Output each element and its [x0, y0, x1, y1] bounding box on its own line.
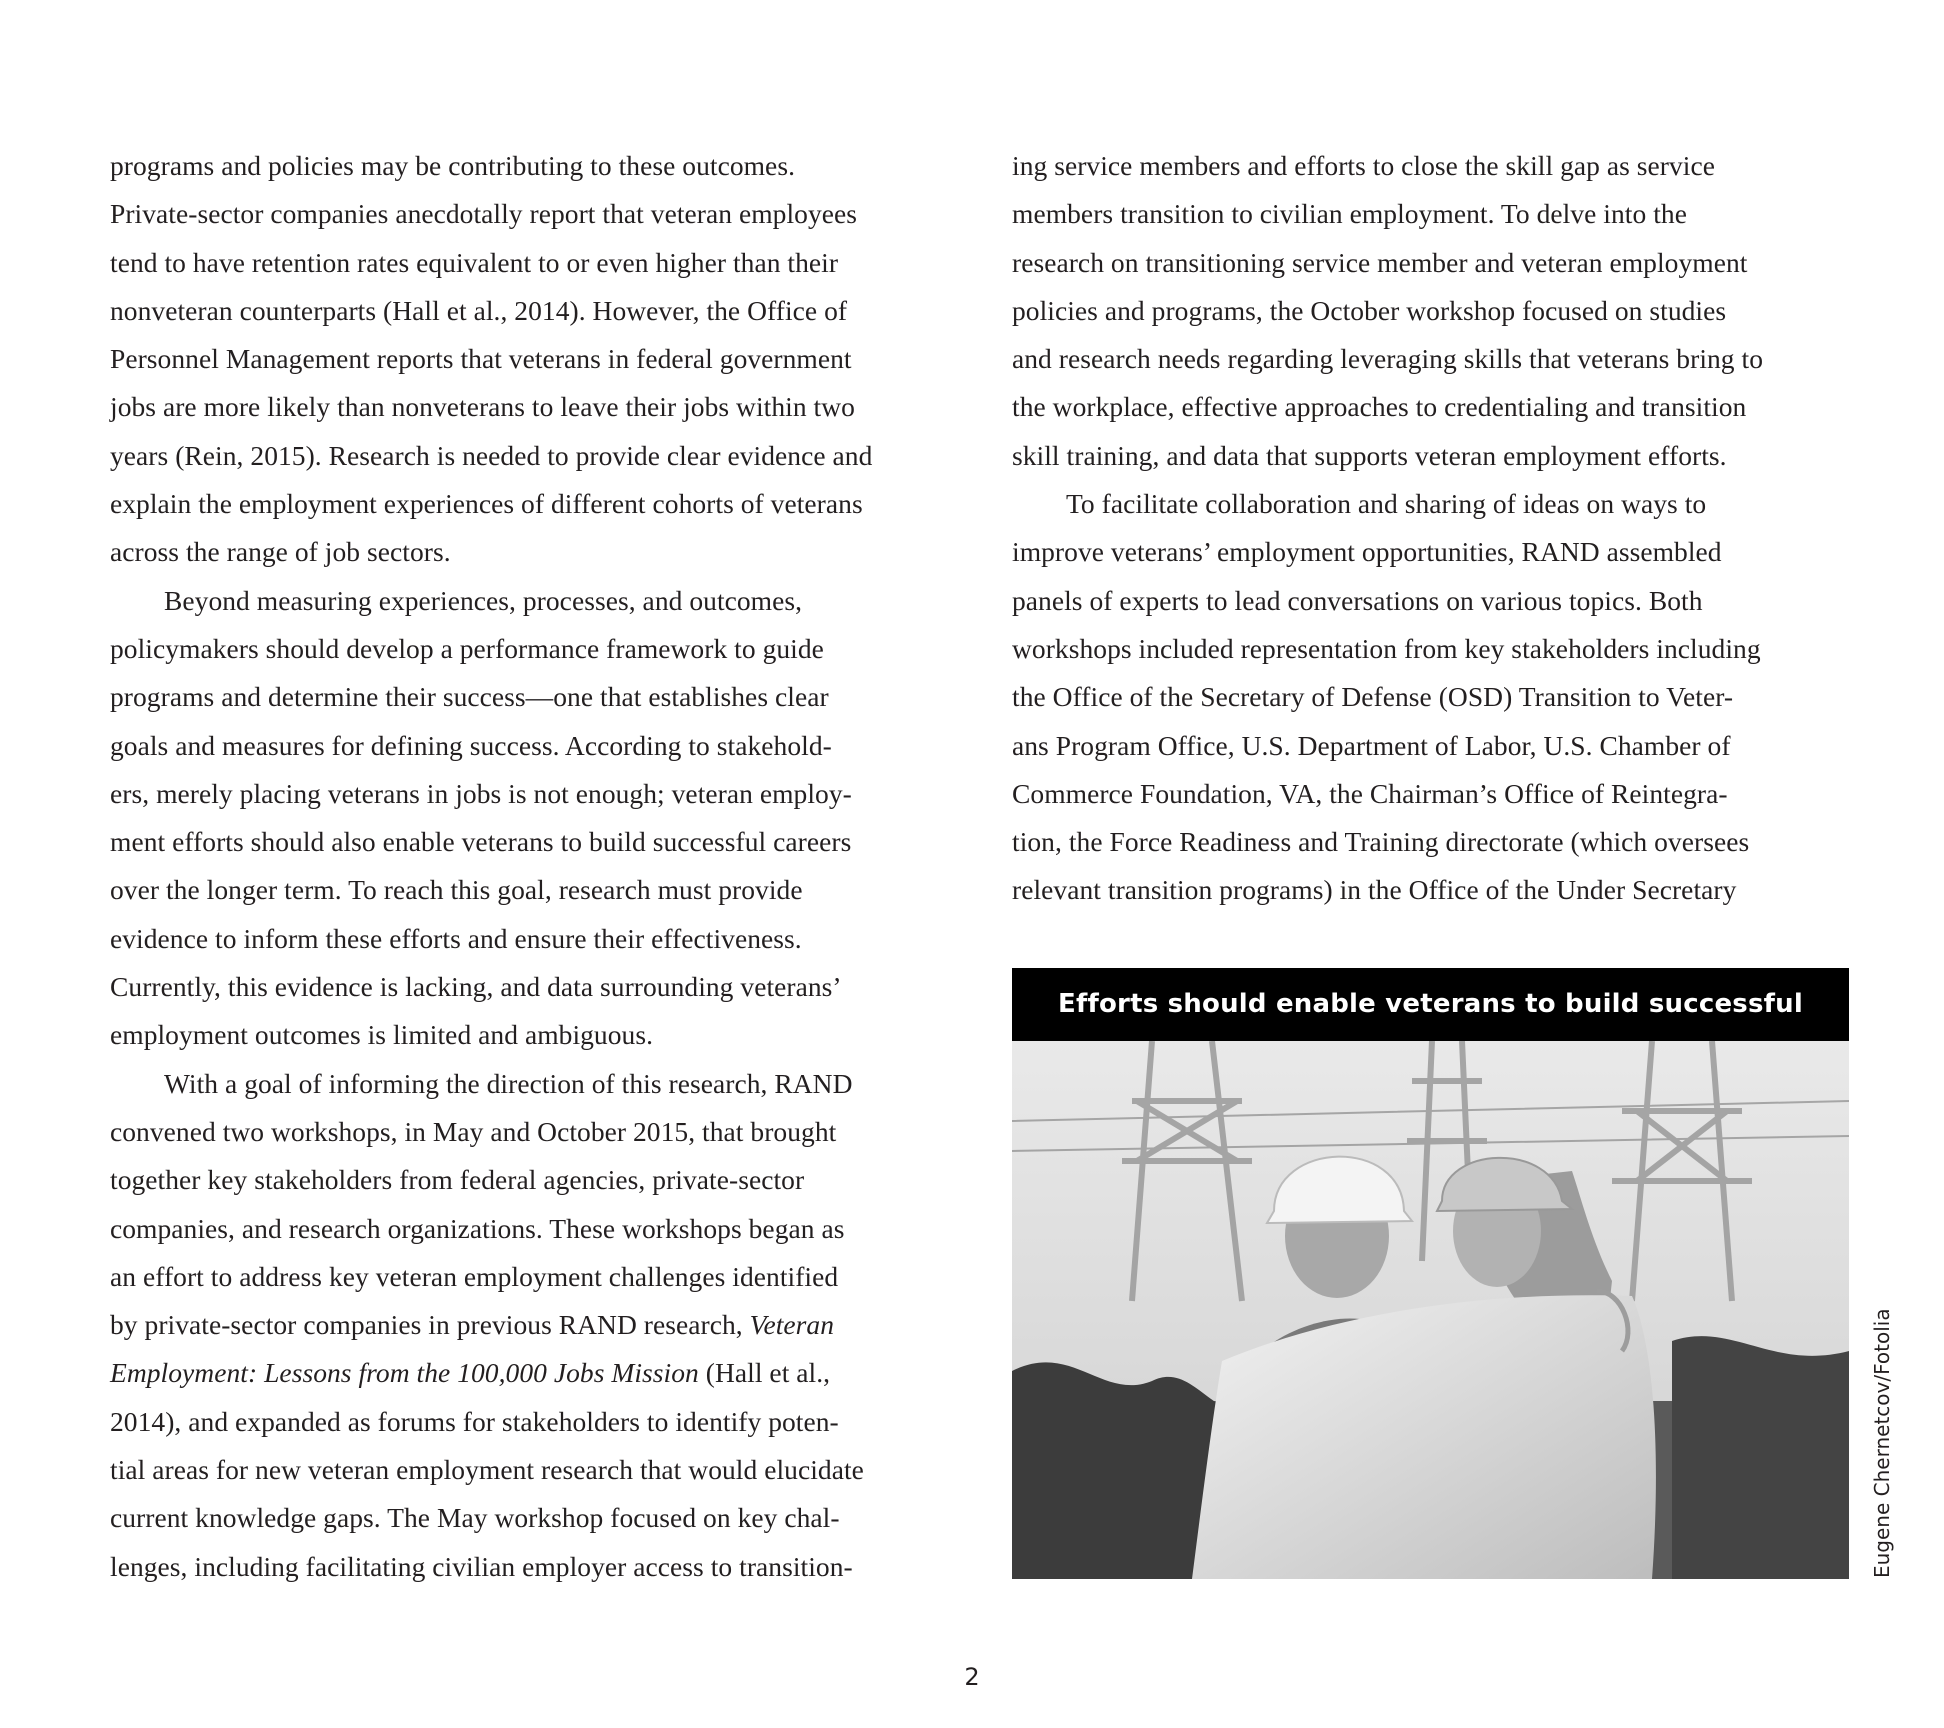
text-line: 2014), and expanded as forums for stakeholders to identify poten-: [110, 1405, 839, 1437]
text-line: the Office of the Secretary of Defense (OSD) Transition to Veter-: [1012, 681, 1734, 713]
paragraph-start-line: Beyond measuring experiences, processes, and outcomes,: [164, 584, 803, 616]
text-line: Currently, this evidence is lacking, and data surrounding veterans’: [110, 971, 842, 1003]
text-line: evidence to inform these efforts and ensure their effectiveness.: [110, 922, 802, 954]
text-line: Personnel Management reports that veterans in federal government: [110, 343, 852, 375]
text-line: relevant transition programs) in the Office of the Under Secretary: [1012, 874, 1737, 906]
text-line: panels of experts to lead conversations on various topics. Both: [1012, 584, 1703, 616]
text-line: over the longer term. To reach this goal, research must provide: [110, 874, 803, 906]
text-segment: (Hall et al.,: [698, 1357, 831, 1389]
text-line: Private-sector companies anecdotally report that veteran employees: [110, 198, 858, 230]
text-line: convened two workshops, in May and October 2015, that brought: [110, 1115, 837, 1147]
text-line: Commerce Foundation, VA, the Chairman’s Office of Reintegra-: [1012, 777, 1728, 809]
text-line: explain the employment experiences of different cohorts of veterans: [110, 488, 863, 520]
text-line: tion, the Force Readiness and Training directorate (which oversees: [1012, 826, 1750, 858]
text-line: ers, merely placing veterans in jobs is not enough; veteran employ-: [110, 777, 852, 809]
photo-callout: [1012, 968, 1849, 1579]
text-line: policies and programs, the October workshop focused on studies: [1012, 294, 1727, 326]
workers-photo: [1012, 1041, 1849, 1579]
text-line: lenges, including facilitating civilian employer access to transition-: [110, 1550, 853, 1582]
text-line: an effort to address key veteran employment challenges identified: [110, 1260, 839, 1292]
text-line: the workplace, effective approaches to credentialing and transition: [1012, 391, 1747, 423]
text-line: and research needs regarding leveraging skills that veterans bring to: [1012, 343, 1764, 375]
text-line: tend to have retention rates equivalent to or even higher than their: [110, 246, 839, 278]
text-line: years (Rein, 2015). Research is needed to provide clear evidence and: [110, 439, 873, 471]
text-line: together key stakeholders from federal agencies, private-sector: [110, 1164, 805, 1196]
text-line-with-citation: [110, 1349, 952, 1397]
text-line: current knowledge gaps. The May workshop focused on key chal-: [110, 1502, 840, 1534]
photo-credit: Eugene Chernetcov/Fotolia: [1870, 1308, 1894, 1578]
paragraph-start-line: To facilitate collaboration and sharing of ideas on ways to: [1066, 488, 1707, 520]
text-line: across the range of job sectors.: [110, 536, 451, 568]
text-line: programs and policies may be contributing to these outcomes.: [110, 150, 795, 181]
callout-banner: Efforts should enable veterans to build successful: [1012, 968, 1849, 1041]
paragraph-start-line: With a goal of informing the direction of this research, RAND: [164, 1067, 853, 1099]
text-line: policymakers should develop a performance framework to guide: [110, 632, 824, 664]
text-line: skill training, and data that supports veteran employment efforts.: [1012, 439, 1727, 471]
text-line: jobs are more likely than nonveterans to leave their jobs within two: [110, 391, 855, 423]
report-title-italic: Employment: Lessons from the 100,000 Jobs Mission: [110, 1357, 699, 1389]
text-line: ment efforts should also enable veterans to build successful careers: [110, 826, 852, 858]
text-line: workshops included representation from key stakeholders including: [1012, 632, 1761, 664]
right-text-column: [1012, 142, 1854, 915]
left-text-column: [110, 142, 952, 1591]
text-line: ing service members and efforts to close the skill gap as service: [1012, 150, 1716, 181]
text-line: goals and measures for defining success. According to stakehold-: [110, 729, 832, 761]
text-segment: by private-sector companies in previous RAND research,: [110, 1309, 743, 1341]
text-line: companies, and research organizations. These workshops began as: [110, 1212, 845, 1244]
text-line: members transition to civilian employment. To delve into the: [1012, 198, 1687, 230]
text-line-with-citation: [110, 1301, 952, 1349]
text-line: ans Program Office, U.S. Department of Labor, U.S. Chamber of: [1012, 729, 1731, 761]
text-line: nonveteran counterparts (Hall et al., 2014). However, the Office of: [110, 294, 848, 326]
text-line: research on transitioning service member and veteran employment: [1012, 246, 1748, 278]
text-line: programs and determine their success—one that establishes clear: [110, 681, 829, 713]
page-number: 2: [964, 1663, 980, 1691]
text-line: tial areas for new veteran employment research that would elucidate: [110, 1454, 864, 1486]
report-title-italic: Veteran: [749, 1309, 834, 1341]
text-line: improve veterans’ employment opportunities, RAND assembled: [1012, 536, 1722, 568]
text-line: employment outcomes is limited and ambiguous.: [110, 1019, 654, 1051]
